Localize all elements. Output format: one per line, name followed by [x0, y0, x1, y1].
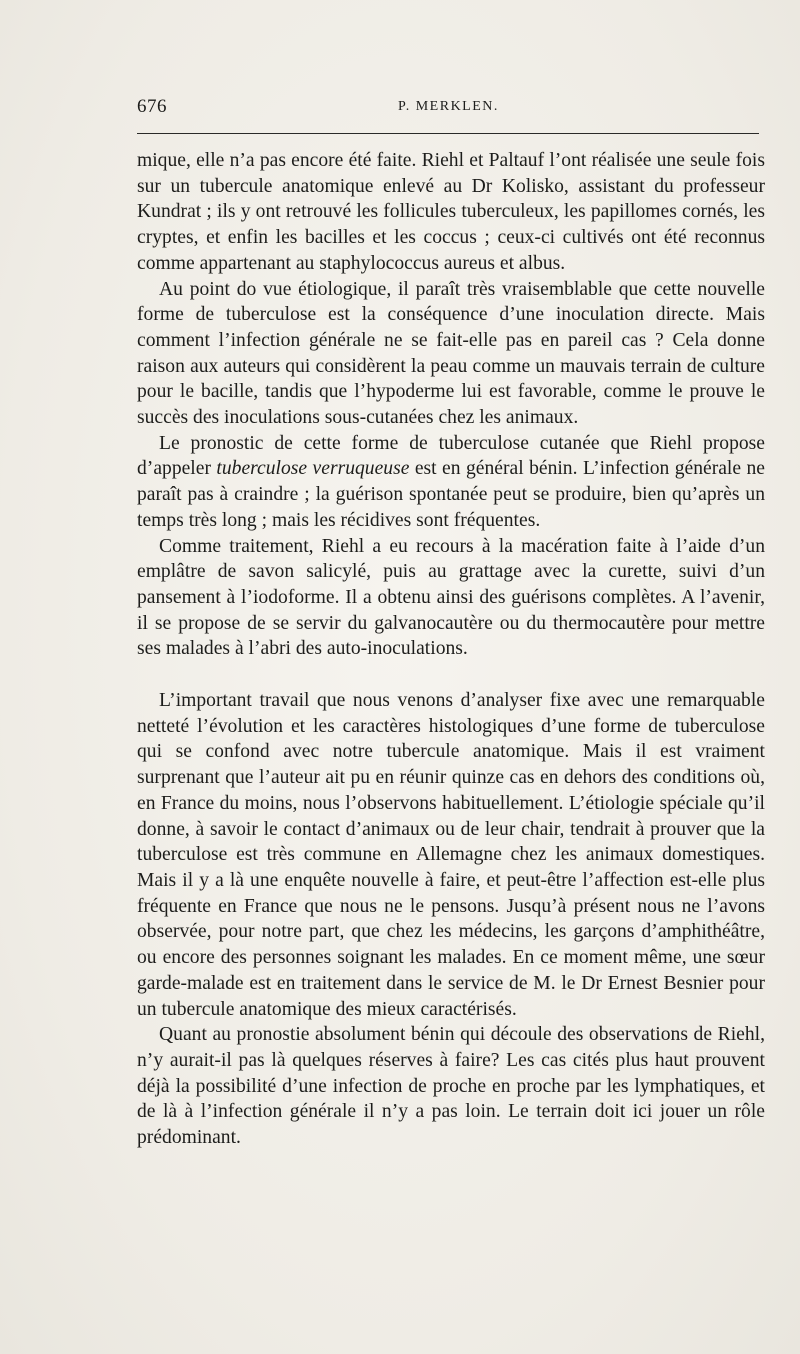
- paragraph-commentary: L’important travail que nous venons d’analyser fixe avec une remarquable netteté l’évolution et les caractères histologiques d’une forme de tuberculose qui se confond avec notre tubercule anatomique. Mais il est vraiment surprenant que l’auteur ait pu en réunir quinze cas en dehors des conditions où, en France du moins, nous l’observons habituellement. L’étiologie spéciale qu’il donne, à savoir le contact d’animaux ou de leur chair, tendrait à prouver que la tuberculose est très commune en Allemagne chez les animaux domestiques. Mais il y a là une enquête nouvelle à faire, et peut-être l’affection est-elle plus fréquente en France que nous ne le pensons. Jusqu’à présent nous ne l’avons observée, pour notre part, que chez les médecins, les garçons d’amphithéâtre, ou encore des personnes soignant les malades. En ce moment même, une sœur garde-malade est en traitement dans le service de M. le Dr Ernest Besnier pour un tubercule anatomique des mieux caractérisés.: [137, 690, 765, 1020]
- paragraph-prognosis-end: est en général bénin. L’infection générale ne paraît pas à craindre ; la guérison spontanée peut se produire, bien qu’après un temps très long ; mais les récidives sont fréquentes.: [137, 458, 766, 531]
- paragraph-prognosis: [137, 431, 765, 534]
- header-rule: [137, 133, 759, 134]
- running-head: [137, 96, 759, 122]
- paragraph-prognosis-start: Le pronostic de cette forme de tuberculose cutanée que Riehl propose d’appeler: [137, 432, 765, 480]
- body-text: [137, 148, 765, 1151]
- term-tuberculose-verruqueuse: tuberculose verruqueuse: [216, 458, 410, 480]
- author-running-title: P. MERKLEN.: [398, 99, 499, 114]
- page-number: 676: [137, 96, 167, 117]
- paragraph-etiology: Au point do vue étiologique, il paraît très vraisemblable que cette nouvelle forme de tuberculose est la conséquence d’une inoculation directe. Mais comment l’infection générale ne se fait-elle pas en pareil cas ? Cela donne raison aux auteurs qui considèrent la peau comme un mauvais terrain de culture pour le bacille, tandis que l’hypoderme lui est favorable, comme le prouve le succès des inoculations sous-cutanées chez les animaux.: [137, 278, 765, 429]
- paragraph-conclusion: Quant au pronostie absolument bénin qui découle des observations de Riehl, n’y aurait-il pas là quelques réserves à faire? Les cas cités plus haut prouvent déjà la possibilité d’une infection de proche en proche par les lymphatiques, et de là à l’infection générale il n’y a pas loin. Le terrain doit ici jouer un rôle prédominant.: [137, 1024, 765, 1149]
- paragraph-continued: mique, elle n’a pas encore été faite. Riehl et Paltauf l’ont réalisée une seule fois sur un tubercule anatomique enlevé au Dr Kolisko, assistant du professeur Kundrat ; ils y ont retrouvé les follicules tuberculeux, les papillomes cornés, les cryptes, et enfin les bacilles et les coccus ; ceux-ci cultivés ont été reconnus comme appartenant au staphylococcus aureus et albus.: [137, 150, 765, 274]
- paragraph-treatment: Comme traitement, Riehl a eu recours à la macération faite à l’aide d’un emplâtre de savon salicylé, puis au grattage avec la curette, suivi d’un pansement à l’iodoforme. Il a obtenu ainsi des guérisons complètes. A l’avenir, il se propose de se servir du galvanocautère ou du thermocautère pour mettre ses malades à l’abri des auto-inoculations.: [137, 535, 765, 660]
